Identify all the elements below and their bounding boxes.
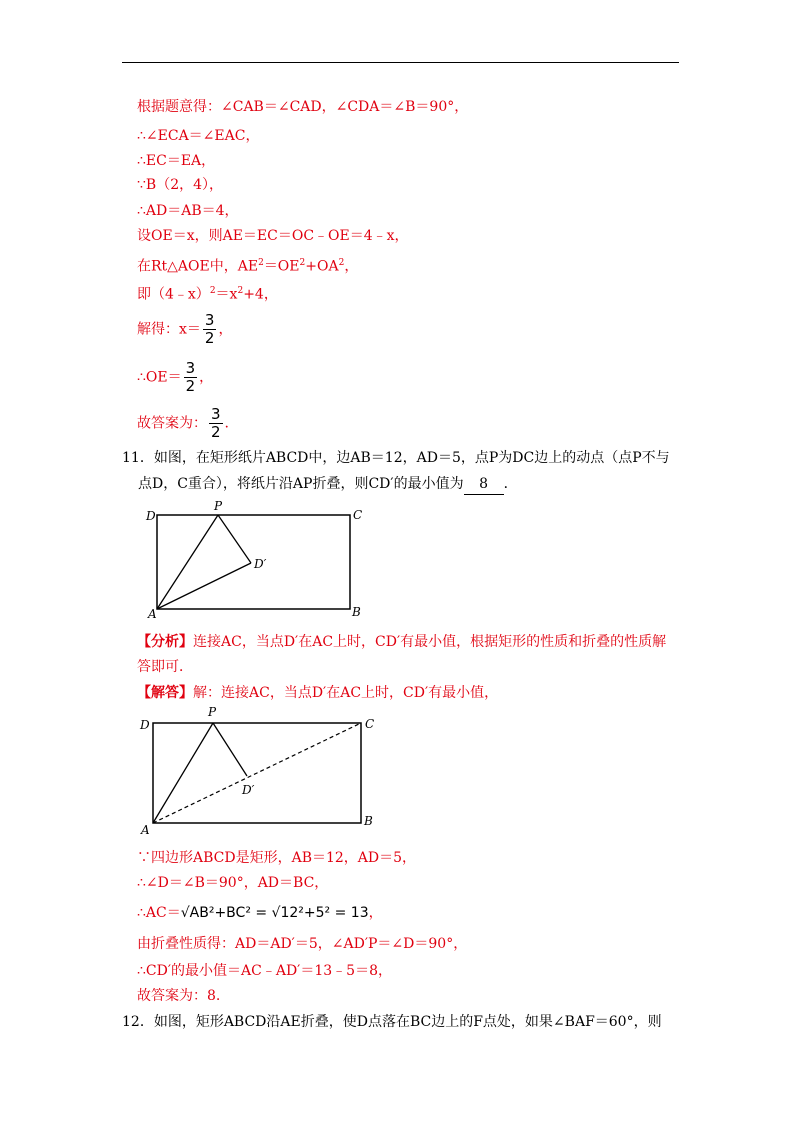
- figure-rectangle-fold-1: [140, 500, 380, 625]
- label-a: A: [148, 607, 157, 621]
- label-c: C: [353, 508, 363, 522]
- solution-line-1: ∵四边形ABCD是矩形，AB＝12，AD＝5，: [137, 850, 417, 866]
- segment-ap: [153, 723, 213, 823]
- prev-line-10: ∴OE＝ $\frac{3}{2}$ ，: [137, 359, 214, 395]
- prev-line-8: 即$(4﹣x)^2=x^2+4$，: [137, 286, 278, 303]
- analysis-line-2: 答即可．: [137, 659, 193, 675]
- fraction: $\frac{3}{2}$: [211, 405, 221, 441]
- label-p: P: [214, 500, 223, 513]
- prev-line-3: ∴EC＝EA，: [137, 153, 216, 169]
- prev-line-9: 解得：x＝ $\frac{3}{2}$ ，: [137, 311, 233, 347]
- sqrt-expression: √AB²+BC² = √12²+5² = 13: [180, 905, 369, 921]
- label-b: B: [352, 605, 361, 619]
- solution-line-3: ∴AC＝√AB²+BC² = √12²+5² = 13，: [137, 905, 383, 921]
- label-d-prime: D′: [242, 783, 255, 797]
- label-d: D: [140, 718, 150, 732]
- fraction: $\frac{3}{2}$: [185, 359, 196, 395]
- solution-line-4: 由折叠性质得：AD＝AD′＝5，∠AD′P＝∠D＝90°，: [137, 936, 468, 952]
- segment-pd-prime: [218, 515, 251, 563]
- answer-tag: 【解答】: [137, 685, 193, 701]
- figure-rectangle-fold-2: [135, 703, 385, 838]
- answer-line-1: 【解答】解：连接AC，当点D′在AC上时，CD′有最小值，: [137, 685, 499, 701]
- q11-text-line-2: 点D，C重合），将纸片沿AP折叠，则CD′的最小值为 8 ．: [138, 474, 518, 495]
- prev-line-7: 在Rt△AOE中，$AE^2=OE^2+OA^2$，: [137, 258, 359, 275]
- solution-line-6: 故答案为：8.: [137, 988, 221, 1004]
- q11-text-line-1: 11．如图，在矩形纸片ABCD中，边AB＝12，AD＝5，点P为DC边上的动点（点P不与: [122, 450, 670, 466]
- analysis-tag: 【分析】: [137, 634, 193, 650]
- header-rule: [122, 62, 679, 63]
- fraction: $\frac{3}{2}$: [204, 311, 215, 347]
- prev-line-11: 故答案为： $\frac{3}{2}$ .: [137, 405, 229, 441]
- label-c: C: [365, 717, 375, 731]
- solution-line-2: ∴∠D＝∠B＝90°，AD＝BC，: [137, 875, 329, 891]
- label-a: A: [141, 823, 150, 837]
- prev-line-2: ∴∠ECA＝∠EAC，: [137, 128, 260, 144]
- dashed-ac: [153, 723, 361, 823]
- segment-pd-prime: [213, 723, 247, 776]
- solution-line-5: ∴CD′的最小值＝AC﹣AD′＝13﹣5＝8，: [137, 963, 392, 979]
- prev-line-5: ∴AD＝AB＝4，: [137, 203, 239, 219]
- prev-line-4: ∵B（2，4），: [137, 177, 224, 193]
- q12-text-line-1: 12．如图，矩形ABCD沿AE折叠，使D点落在BC边上的F点处，如果∠BAF＝60°，则: [122, 1014, 662, 1030]
- answer-blank: 8: [464, 474, 504, 495]
- label-p: P: [208, 705, 217, 719]
- segment-ap: [157, 515, 218, 609]
- segment-ad-prime: [157, 563, 251, 609]
- analysis-line-1: 【分析】连接AC，当点D′在AC上时，CD′有最小值，根据矩形的性质和折叠的性质解: [137, 634, 667, 650]
- prev-line-1: 根据题意得：∠CAB＝∠CAD，∠CDA＝∠B＝90°，: [137, 99, 469, 115]
- prev-line-6: 设OE＝x，则AE＝EC＝OC﹣OE＝4﹣x，: [137, 228, 409, 244]
- label-d-prime: D′: [254, 557, 267, 571]
- label-d: D: [146, 509, 156, 523]
- label-b: B: [364, 814, 373, 828]
